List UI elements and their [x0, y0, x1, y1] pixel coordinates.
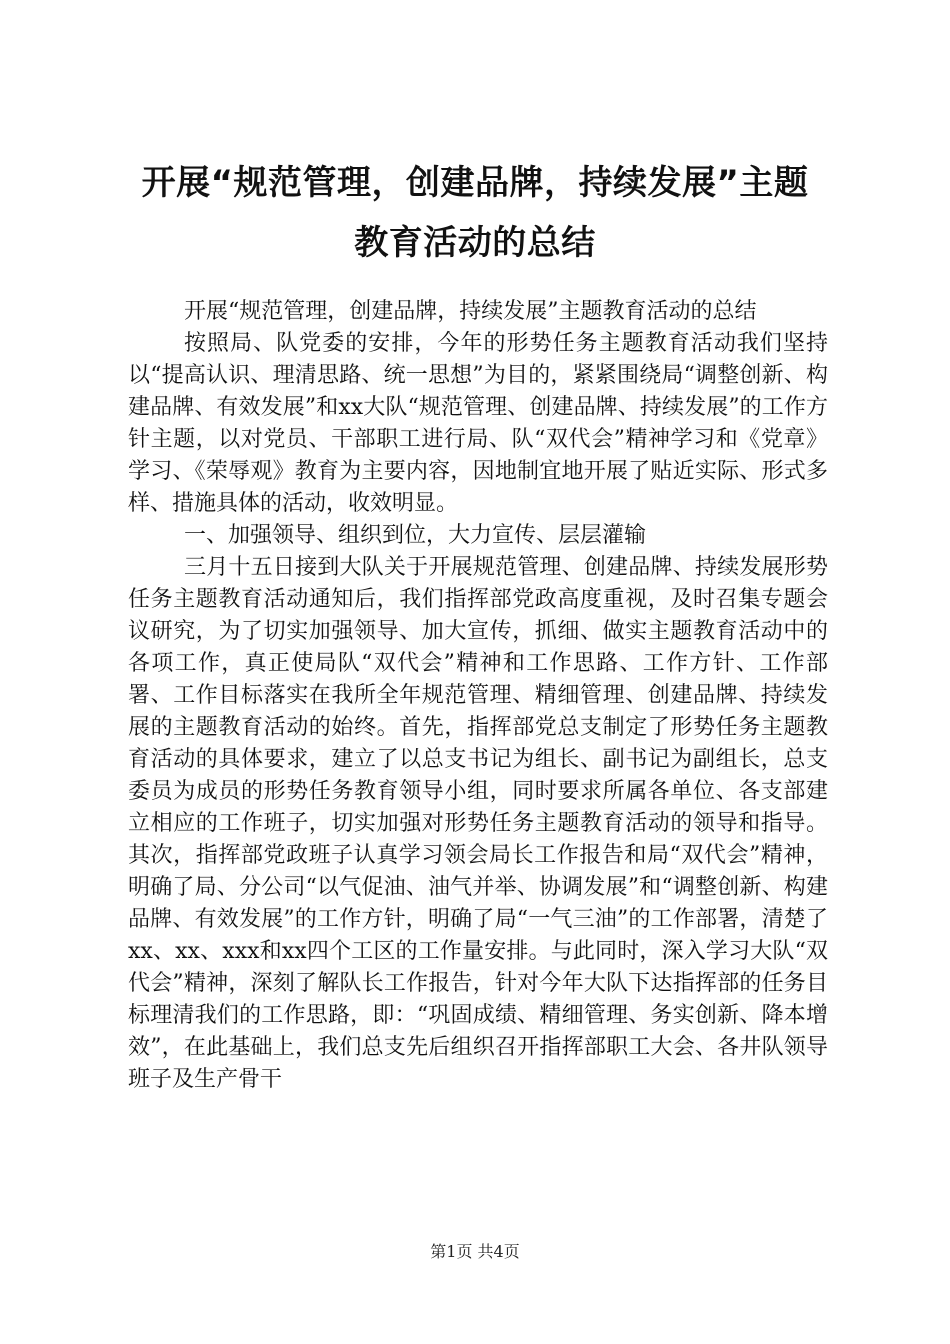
section-heading-1: 一、加强领导、组织到位，大力宣传、层层灌输	[184, 523, 647, 548]
document-title-line-2: 教育活动的总结	[354, 223, 596, 263]
paragraph-title-repeat: 开展“规范管理，创建品牌，持续发展”主题教育活动的总结	[184, 299, 757, 324]
paragraph-section-1: 三月十五日接到大队关于开展规范管理、创建品牌、持续发展形势任务主题教育活动通知后，我们指挥部党政高度重视，及时召集专题会议研究，为了切实加强领导、加大宣传，抓细、做实主题教育活动中的各项工作，真正使局队“双代会”精神和工作思路、工作方针、工作部署、工作目标落实在我所全年规范管理、精细管理、创建品牌、持续发展的主题教育活动的始终。首先，指挥部党总支制定了形势任务主题教育活动的具体要求，建立了以总支书记为组长、副书记为副组长，总支委员为成员的形势任务教育领导小组，同时要求所属各单位、各支部建立相应的工作班子，切实加强对形势任务主题教育活动的领导和指导。其次，指挥部党政班子认真学习领会局长工作报告和局“双代会”精神，明确了局、分公司“以气促油、油气并举、协调发展”和“调整创新、构建品牌、有效发展”的工作方针，明确了局“一气三油”的工作部署，清楚了xx、xx、xxx和xx四个工区的工作量安排。与此同时，深入学习大队“双代会”精神，深刻了解队长工作报告，针对今年大队下达指挥部的任务目标理清我们的工作思路，即：“巩固成绩、精细管理、务实创新、降本增效”，在此基础上，我们总支先后组织召开指挥部职工大会、各井队领导班子及生产骨干	[128, 555, 828, 1092]
document-body	[128, 296, 828, 1096]
document-title-line-1: 开展“规范管理，创建品牌，持续发展”主题	[141, 163, 809, 203]
paragraph-intro: 按照局、队党委的安排，今年的形势任务主题教育活动我们坚持以“提高认识、理清思路、统一思想”为目的，紧紧围绕局“调整创新、构建品牌、有效发展”和xx大队“规范管理、创建品牌、持续发展”的工作方针主题，以对党员、干部职工进行局、队“双代会”精神学习和《党章》学习、《荣辱观》教育为主要内容，因地制宜地开展了贴近实际、形式多样、措施具体的活动，收效明显。	[128, 331, 828, 516]
page-footer: 第1页 共4页	[430, 1242, 520, 1261]
